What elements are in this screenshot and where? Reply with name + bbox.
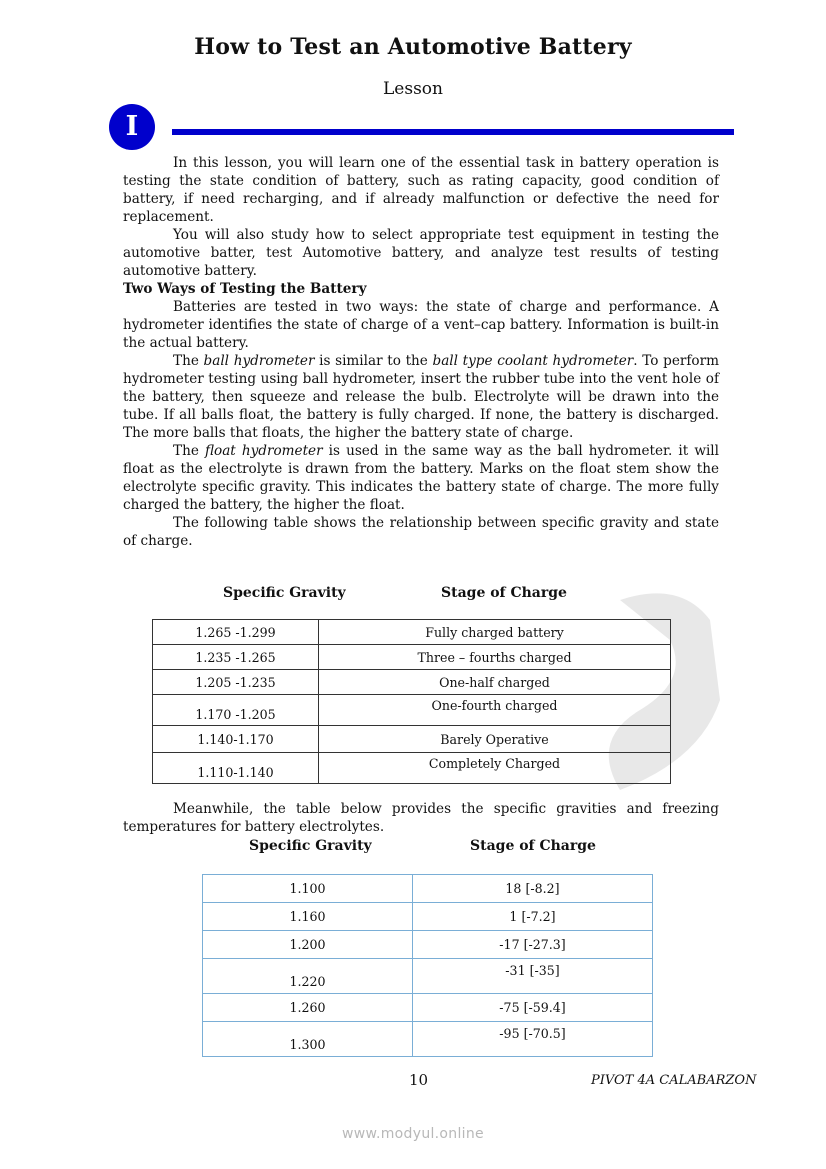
table2-header-gravity: Specific Gravity — [249, 838, 372, 854]
intro-paragraph-1: In this lesson, you will learn one of the essential task in battery operation is testing the state condition of battery, such as rating capacity, good condition of battery, if need recharging, and if already malfunction or defective the need for replacement. — [123, 155, 719, 225]
paragraph-float-hydrometer — [123, 442, 719, 514]
paragraph-testing-ways: Batteries are tested in two ways: the state of charge and performance. A hydrometer identifies the state of charge of a vent–cap battery. Information is built-in the actual battery. — [123, 299, 719, 351]
text: The — [173, 353, 204, 369]
cell-gravity: 1.160 — [203, 903, 413, 931]
cell-charge: Completely Charged — [319, 753, 671, 784]
cell-gravity: 1.110-1.140 — [153, 753, 319, 784]
cell-gravity: 1.265 -1.299 — [153, 620, 319, 645]
paragraph-table-intro: The following table shows the relationship between specific gravity and state of charge. — [123, 515, 719, 549]
freezing-temperature-table — [202, 874, 653, 1057]
table1-header-gravity: Specific Gravity — [223, 585, 346, 601]
table-row — [153, 670, 671, 695]
cell-gravity: 1.260 — [203, 994, 413, 1022]
page-title: How to Test an Automotive Battery — [194, 34, 632, 60]
term-ball-hydrometer: ball hydrometer — [203, 353, 315, 369]
term-float-hydrometer: float hydrometer — [204, 443, 323, 459]
text: is similar to the — [314, 353, 433, 369]
table1-header-charge: Stage of Charge — [441, 585, 567, 601]
freezing-intro — [123, 800, 719, 836]
cell-gravity: 1.220 — [203, 959, 413, 994]
cell-charge: Three – fourths charged — [319, 645, 671, 670]
cell-charge: One-fourth charged — [319, 695, 671, 726]
paragraph-freezing: Meanwhile, the table below provides the specific gravities and freezing temperatures for battery electrolytes. — [123, 801, 719, 835]
cell-temperature: -17 [-27.3] — [413, 931, 653, 959]
cell-gravity: 1.200 — [203, 931, 413, 959]
table-row — [153, 726, 671, 753]
cell-gravity: 1.140-1.170 — [153, 726, 319, 753]
cell-gravity: 1.300 — [203, 1022, 413, 1057]
section-heading: Two Ways of Testing the Battery — [123, 281, 367, 297]
text: is used in the same way as the ball hydrometer. it will float as the electrolyte is drawn from the battery. Marks on the float stem show the electrolyte specific gravity. This indicates the battery state of charge. The more fully charged the battery, the higher the float. — [123, 443, 719, 513]
table-row — [153, 645, 671, 670]
cell-temperature: 1 [-7.2] — [413, 903, 653, 931]
cell-gravity: 1.100 — [203, 875, 413, 903]
page-number: 10 — [409, 1071, 429, 1089]
table-row — [203, 875, 653, 903]
cell-temperature: 18 [-8.2] — [413, 875, 653, 903]
table-row — [153, 695, 671, 726]
state-of-charge-table — [152, 619, 671, 784]
section-badge: I — [109, 104, 155, 150]
cell-temperature: -31 [-35] — [413, 959, 653, 994]
cell-gravity: 1.235 -1.265 — [153, 645, 319, 670]
publisher-label: PIVOT 4A CALABARZON — [591, 1073, 757, 1088]
table-row — [203, 994, 653, 1022]
cell-gravity: 1.205 -1.235 — [153, 670, 319, 695]
watermark-url: www.modyul.online — [342, 1126, 484, 1142]
table-row — [153, 620, 671, 645]
page-subtitle: Lesson — [383, 79, 443, 99]
cell-temperature: -75 [-59.4] — [413, 994, 653, 1022]
cell-charge: Fully charged battery — [319, 620, 671, 645]
cell-temperature: -95 [-70.5] — [413, 1022, 653, 1057]
intro-paragraph-2: You will also study how to select appropriate test equipment in testing the automotive batter, test Automotive battery, and analyze test results of testing automotive battery. — [123, 227, 719, 279]
table2-header-charge: Stage of Charge — [470, 838, 596, 854]
term-coolant-hydrometer: ball type coolant hydrometer — [432, 353, 634, 369]
lesson-body — [123, 154, 719, 550]
table-row — [203, 1022, 653, 1057]
cell-charge: Barely Operative — [319, 726, 671, 753]
cell-gravity: 1.170 -1.205 — [153, 695, 319, 726]
section-divider — [172, 129, 734, 135]
table-row — [203, 903, 653, 931]
text: . To perform hydrometer testing using ball hydrometer, insert the rubber tube into the vent hole of the battery, then squeeze and release the bulb. Electrolyte will be drawn into the tube. If all balls float, the battery is fully charged. If none, the battery is discharged. The more balls that floats, the higher the battery state of charge. — [123, 353, 719, 441]
table-row — [203, 931, 653, 959]
table-row — [203, 959, 653, 994]
table-row — [153, 753, 671, 784]
paragraph-ball-hydrometer — [123, 352, 719, 442]
text: The — [173, 443, 205, 459]
cell-charge: One-half charged — [319, 670, 671, 695]
